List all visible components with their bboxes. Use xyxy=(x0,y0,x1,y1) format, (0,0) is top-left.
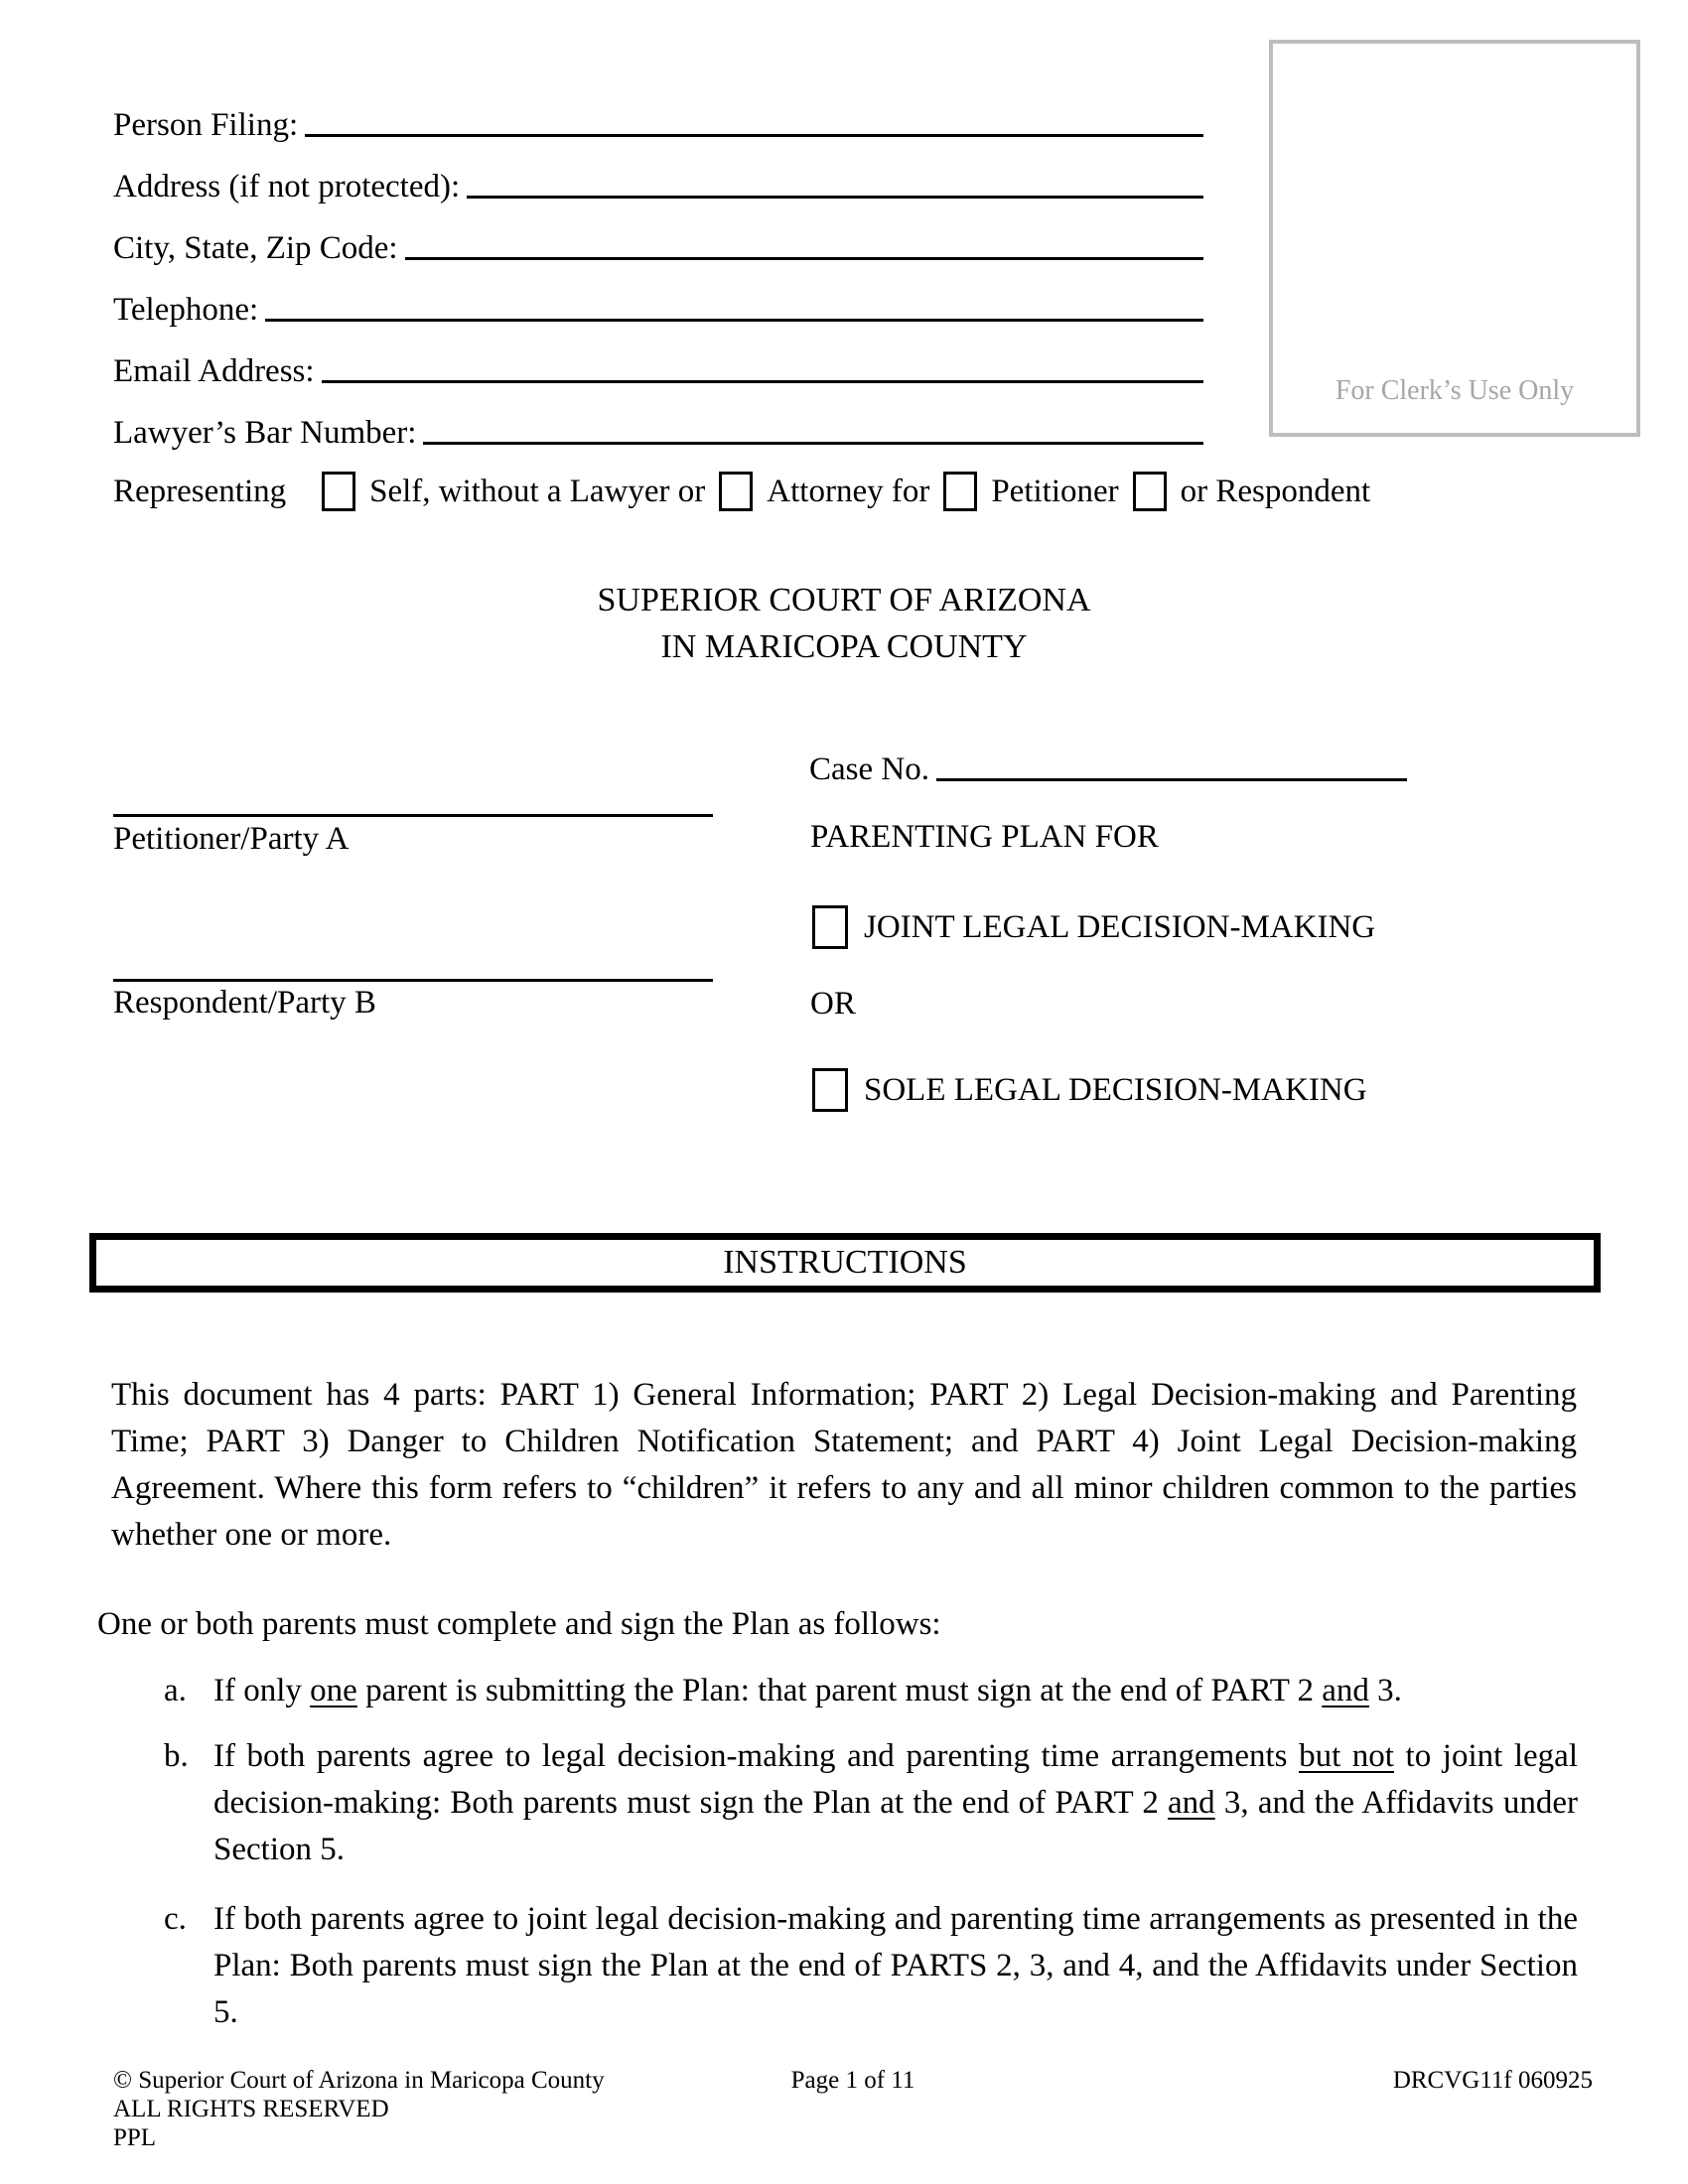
city-state-zip-label: City, State, Zip Code: xyxy=(113,230,398,266)
respondent-checkbox[interactable] xyxy=(1133,472,1167,511)
instruction-item-a xyxy=(164,1668,1578,1714)
item-c-marker: c. xyxy=(164,1901,187,1937)
telephone-input-line[interactable] xyxy=(265,319,1203,322)
clerk-use-label: For Clerk’s Use Only xyxy=(1335,375,1575,406)
email-input-line[interactable] xyxy=(322,380,1203,383)
page-footer xyxy=(113,2066,1593,2152)
court-heading-line1: SUPERIOR COURT OF ARIZONA xyxy=(597,582,1091,618)
bar-number-label: Lawyer’s Bar Number: xyxy=(113,415,417,451)
footer-copyright: © Superior Court of Arizona in Maricopa County xyxy=(113,2067,605,2094)
party-b-label: Respondent/Party B xyxy=(113,985,376,1021)
instructions-title: INSTRUCTIONS xyxy=(723,1244,967,1281)
person-filing-row xyxy=(113,82,1203,144)
filing-info-block xyxy=(113,82,1203,452)
address-row xyxy=(113,144,1203,205)
party-a-name-line[interactable] xyxy=(113,814,713,817)
city-state-zip-row xyxy=(113,205,1203,267)
sole-legal-checkbox[interactable] xyxy=(812,1068,848,1112)
party-b-name-line[interactable] xyxy=(113,979,713,982)
court-heading xyxy=(0,577,1688,670)
representing-row xyxy=(113,472,1370,511)
case-number-input-line[interactable] xyxy=(936,778,1407,781)
item-c-text: If both parents agree to joint legal decision-making and parenting time arrangements as presented in the Plan: Both parents must sign the Plan at the end of PARTS 2, 3, and 4, and the Affidavits under Section 5. xyxy=(213,1901,1578,2030)
joint-option-row xyxy=(812,905,1375,949)
case-number-row xyxy=(809,739,1407,788)
item-b-text: If both parents agree to legal decision-making and parenting time arrangements but not to joint legal decision-making: Both parents must sign the Plan at the end of PART 2 and 3, and the Affidavits under Section 5. xyxy=(213,1738,1578,1867)
address-label: Address (if not protected): xyxy=(113,169,461,205)
sole-option-label: SOLE LEGAL DECISION-MAKING xyxy=(864,1071,1367,1108)
address-input-line[interactable] xyxy=(467,196,1203,199)
instruction-item-b xyxy=(164,1733,1578,1873)
item-b-marker: b. xyxy=(164,1738,189,1774)
case-number-label: Case No. xyxy=(809,751,929,787)
court-heading-line2: IN MARICOPA COUNTY xyxy=(660,628,1028,665)
email-label: Email Address: xyxy=(113,353,315,389)
bar-number-row xyxy=(113,390,1203,452)
bar-number-input-line[interactable] xyxy=(423,442,1203,445)
clerk-use-box xyxy=(1269,40,1640,437)
party-a-label: Petitioner/Party A xyxy=(113,821,350,857)
plan-title: PARENTING PLAN FOR xyxy=(810,819,1159,855)
joint-option-label: JOINT LEGAL DECISION-MAKING xyxy=(864,908,1376,945)
representing-label: Representing xyxy=(113,473,287,509)
person-filing-input-line[interactable] xyxy=(305,134,1203,137)
person-filing-label: Person Filing: xyxy=(113,107,299,143)
petitioner-option-label: Petitioner xyxy=(991,473,1119,509)
respondent-option-label: or Respondent xyxy=(1180,473,1371,509)
joint-legal-checkbox[interactable] xyxy=(812,905,848,949)
attorney-checkbox[interactable] xyxy=(719,472,753,511)
self-checkbox[interactable] xyxy=(322,472,355,511)
telephone-row xyxy=(113,267,1203,329)
telephone-label: Telephone: xyxy=(113,292,259,328)
footer-page-number: Page 1 of 11 xyxy=(790,2067,915,2094)
or-label: OR xyxy=(810,986,856,1022)
sole-option-row xyxy=(812,1068,1367,1112)
footer-form-code: DRCVG11f 060925 xyxy=(1392,2067,1593,2094)
city-state-zip-input-line[interactable] xyxy=(405,257,1203,260)
instructions-header-box xyxy=(89,1233,1601,1293)
self-option-label: Self, without a Lawyer or xyxy=(369,473,706,509)
footer-program: PPL xyxy=(113,2124,157,2151)
instructions-lead-line: One or both parents must complete and sign the Plan as follows: xyxy=(97,1606,941,1642)
footer-line1 xyxy=(113,2066,1593,2095)
instructions-intro-paragraph: This document has 4 parts: PART 1) General Information; PART 2) Legal Decision-making and Parenting Time; PART 3) Danger to Children Notification Statement; and PART 4) Joint Legal Decision-making Agreement. Where this form refers to “children” it refers to any and all minor children common to the parties whether one or more. xyxy=(111,1377,1577,1553)
attorney-option-label: Attorney for xyxy=(767,473,930,509)
email-row xyxy=(113,329,1203,390)
petitioner-checkbox[interactable] xyxy=(943,472,977,511)
item-a-marker: a. xyxy=(164,1673,187,1708)
item-a-text: If only one parent is submitting the Plan: that parent must sign at the end of PART 2 and 3. xyxy=(213,1673,1402,1708)
instruction-item-c xyxy=(164,1896,1578,2036)
footer-rights: ALL RIGHTS RESERVED xyxy=(113,2096,389,2122)
